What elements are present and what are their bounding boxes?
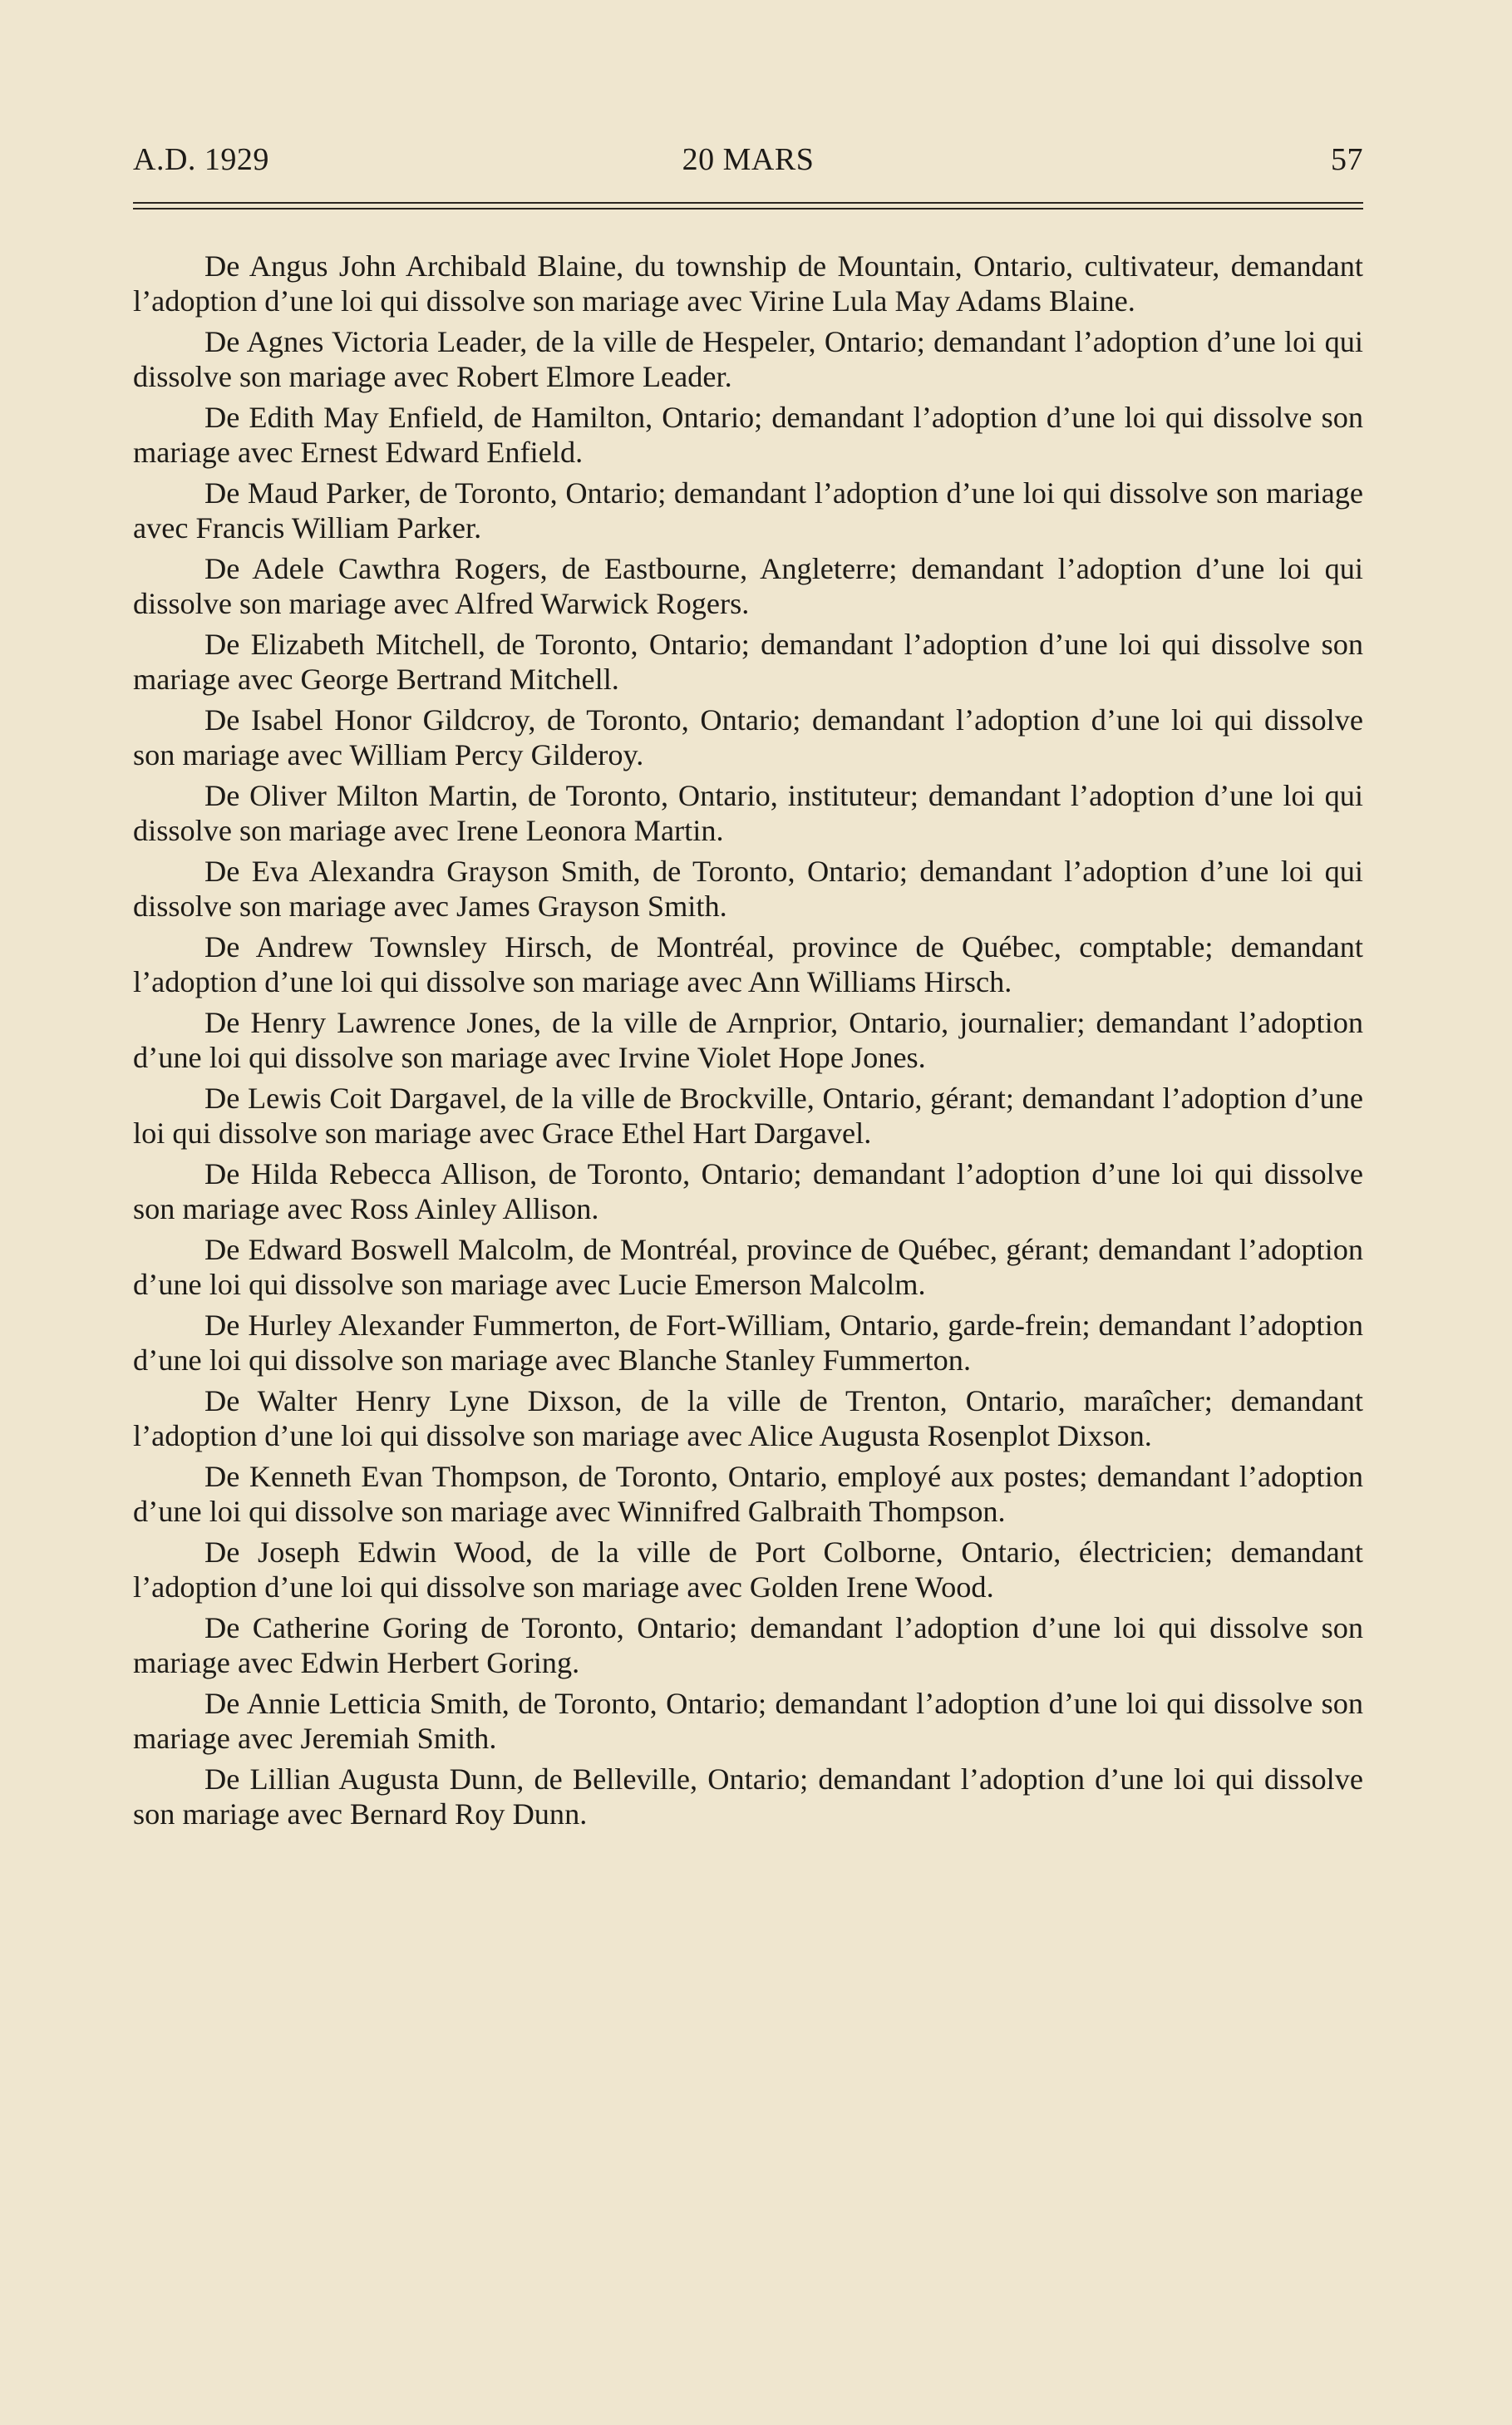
petition-entry: De Edward Boswell Malcolm, de Montréal, province de Québec, gérant; demandant l’adoption d’une loi qui dissolve son mariage avec Lucie Emerson Malcolm. [133,1233,1363,1301]
petition-entry: De Andrew Townsley Hirsch, de Montréal, province de Québec, comptable; demandant l’adoption d’une loi qui dissolve son mariage avec Ann Williams Hirsch. [133,930,1363,998]
petition-entry: De Oliver Milton Martin, de Toronto, Ontario, instituteur; demandant l’adoption d’une loi qui dissolve son mariage avec Irene Leonora Martin. [133,779,1363,847]
petition-entry: De Henry Lawrence Jones, de la ville de Arnprior, Ontario, journalier; demandant l’adoption d’une loi qui dissolve son mariage avec Irvine Violet Hope Jones. [133,1006,1363,1074]
header-date: 20 MARS [682,142,815,177]
petition-entry: De Walter Henry Lyne Dixson, de la ville de Trenton, Ontario, maraîcher; demandant l’adoption d’une loi qui dissolve son mariage avec Alice Augusta Rosenplot Dixson. [133,1384,1363,1452]
petition-entry: De Lewis Coit Dargavel, de la ville de Brockville, Ontario, gérant; demandant l’adoption d’une loi qui dissolve son mariage avec Grace Ethel Hart Dargavel. [133,1082,1363,1150]
petition-entry: De Lillian Augusta Dunn, de Belleville, Ontario; demandant l’adoption d’une loi qui dissolve son mariage avec Bernard Roy Dunn. [133,1762,1363,1831]
petition-entry: De Angus John Archibald Blaine, du township de Mountain, Ontario, cultivateur, demandant l’adoption d’une loi qui dissolve son mariage avec Virine Lula May Adams Blaine. [133,249,1363,318]
page-number: 57 [1331,142,1363,177]
petition-entry: De Annie Letticia Smith, de Toronto, Ontario; demandant l’adoption d’une loi qui dissolve son mariage avec Jeremiah Smith. [133,1687,1363,1755]
petition-entry: De Agnes Victoria Leader, de la ville de Hespeler, Ontario; demandant l’adoption d’une loi qui dissolve son mariage avec Robert Elmore Leader. [133,325,1363,393]
petition-entry: De Edith May Enfield, de Hamilton, Ontario; demandant l’adoption d’une loi qui dissolve son mariage avec Ernest Edward Enfield. [133,401,1363,469]
running-header [133,141,1363,183]
header-year: A.D. 1929 [133,142,269,177]
petition-entry: De Adele Cawthra Rogers, de Eastbourne, Angleterre; demandant l’adoption d’une loi qui dissolve son mariage avec Alfred Warwick Rogers. [133,552,1363,620]
petition-entry: De Hurley Alexander Fummerton, de Fort-William, Ontario, garde-frein; demandant l’adoption d’une loi qui dissolve son mariage avec Blanche Stanley Fummerton. [133,1309,1363,1377]
petition-entry: De Elizabeth Mitchell, de Toronto, Ontario; demandant l’adoption d’une loi qui dissolve son mariage avec George Bertrand Mitchell. [133,628,1363,696]
petition-list [133,249,1363,1838]
petition-entry: De Eva Alexandra Grayson Smith, de Toronto, Ontario; demandant l’adoption d’une loi qui dissolve son mariage avec James Grayson Smith. [133,855,1363,923]
petition-entry: De Maud Parker, de Toronto, Ontario; demandant l’adoption d’une loi qui dissolve son mariage avec Francis William Parker. [133,476,1363,545]
petition-entry: De Joseph Edwin Wood, de la ville de Port Colborne, Ontario, électricien; demandant l’adoption d’une loi qui dissolve son mariage avec Golden Irene Wood. [133,1535,1363,1604]
petition-entry: De Kenneth Evan Thompson, de Toronto, Ontario, employé aux postes; demandant l’adoption d’une loi qui dissolve son mariage avec Winnifred Galbraith Thompson. [133,1460,1363,1528]
petition-entry: De Catherine Goring de Toronto, Ontario; demandant l’adoption d’une loi qui dissolve son mariage avec Edwin Herbert Goring. [133,1611,1363,1679]
petition-entry: De Isabel Honor Gildcroy, de Toronto, Ontario; demandant l’adoption d’une loi qui dissolve son mariage avec William Percy Gilderoy. [133,703,1363,771]
header-double-rule [133,202,1363,209]
petition-entry: De Hilda Rebecca Allison, de Toronto, Ontario; demandant l’adoption d’une loi qui dissolve son mariage avec Ross Ainley Allison. [133,1157,1363,1225]
